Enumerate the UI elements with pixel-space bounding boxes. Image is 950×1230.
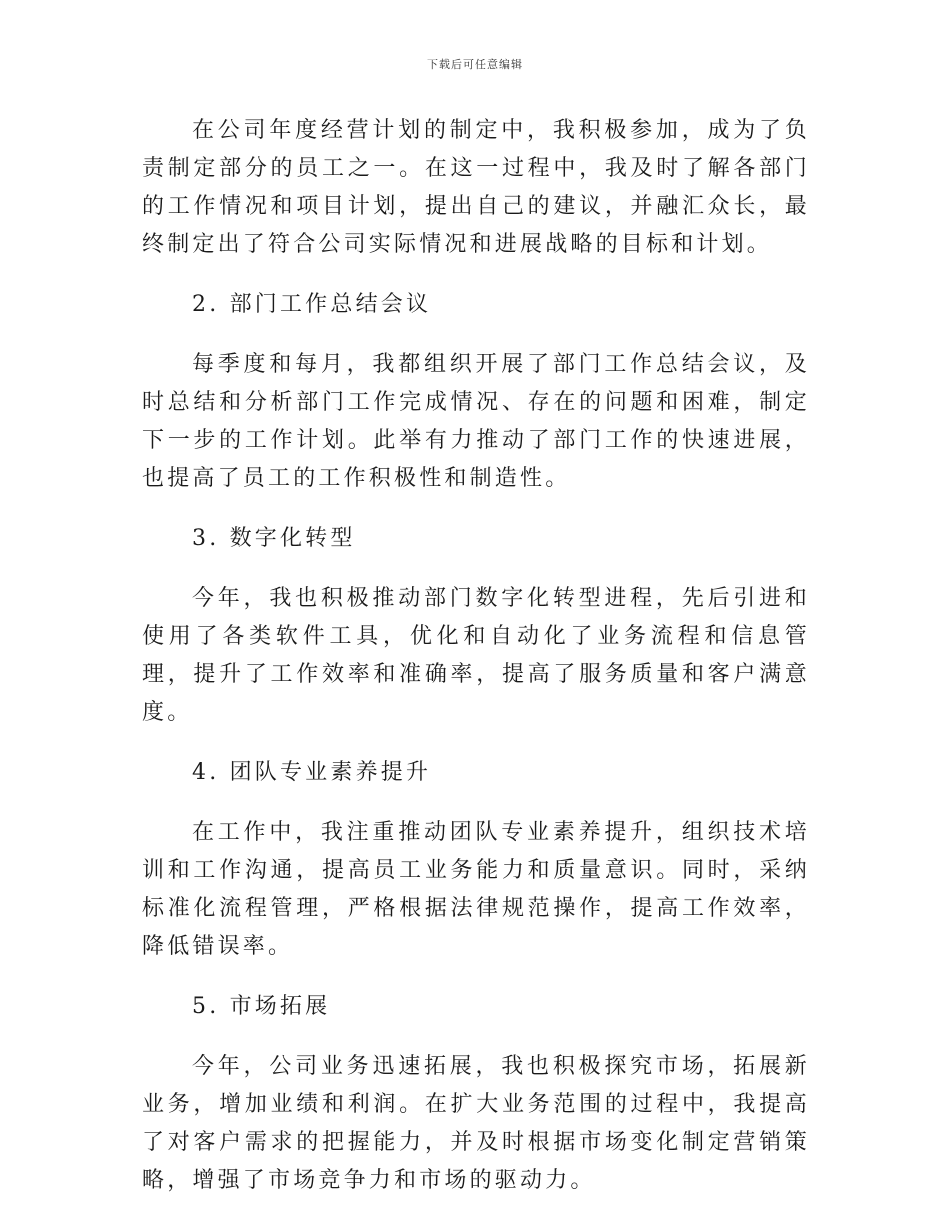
paragraph-team-skills: 在工作中，我注重推动团队专业素养提升，组织技术培训和工作沟通，提高员工业务能力和质量意识。同时，采纳标准化流程管理，严格根据法律规范操作，提高工作效率，降低错误率。	[142, 820, 810, 959]
paragraph-digital-transformation: 今年，我也积极推动部门数字化转型进程，先后引进和使用了各类软件工具，优化和自动化了业务流程和信息管理，提升了工作效率和准确率，提高了服务质量和客户满意度。	[142, 586, 810, 725]
heading-market-expansion: 5. 市场拓展	[192, 994, 331, 1019]
heading-team-skills: 4. 团队专业素养提升	[192, 760, 432, 785]
page-header: 下载后可任意编辑	[427, 58, 523, 71]
paragraph-annual-plan: 在公司年度经营计划的制定中，我积极参加，成为了负责制定部分的员工之一。在这一过程中，我及时了解各部门的工作情况和项目计划，提出自己的建议，并融汇众长，最终制定出了符合公司实际情况和进展战略的目标和计划。	[142, 118, 810, 257]
paragraph-market-expansion: 今年，公司业务迅速拓展，我也积极探究市场，拓展新业务，增加业绩和利润。在扩大业务范围的过程中，我提高了对客户需求的把握能力，并及时根据市场变化制定营销策略，增强了市场竞争力和市场的驱动力。	[142, 1054, 810, 1193]
document-body	[142, 112, 810, 1222]
heading-department-meetings: 2. 部门工作总结会议	[192, 292, 432, 317]
paragraph-department-meetings: 每季度和每月，我都组织开展了部门工作总结会议，及时总结和分析部门工作完成情况、存在的问题和困难，制定下一步的工作计划。此举有力推动了部门工作的快速进展，也提高了员工的工作积极性和制造性。	[142, 352, 810, 491]
heading-digital-transformation: 3. 数字化转型	[192, 526, 356, 551]
